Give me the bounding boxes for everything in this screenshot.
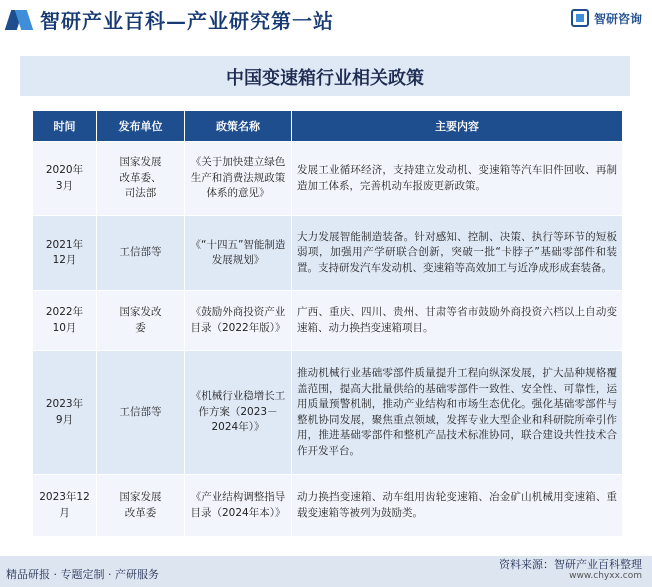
footer-bar xyxy=(0,556,652,587)
cell-time: 2023年12 月 xyxy=(33,475,97,537)
table-row xyxy=(33,216,623,291)
cell-dept: 国家发改 委 xyxy=(97,291,185,351)
cell-dept: 国家发展 改革委 xyxy=(97,475,185,537)
footer-services: 精品研报 · 专题定制 · 产研服务 xyxy=(6,568,159,581)
cell-content: 发展工业循环经济，支持建立发动机、变速箱等汽车旧件回收、再制造加工体系，完善机动车报废更新政策。 xyxy=(292,142,623,216)
brand-right xyxy=(571,9,642,27)
brand-title: 智研产业百科—产业研究第一站 xyxy=(40,9,334,33)
cell-content: 广西、重庆、四川、贵州、甘肃等省市鼓励外商投资六档以上自动变速箱、动力换挡变速箱项目。 xyxy=(292,291,623,351)
consulting-logo-icon xyxy=(571,9,589,27)
column-header-dept: 发布单位 xyxy=(97,111,185,142)
top-bar xyxy=(0,0,652,40)
brand-left xyxy=(6,5,334,34)
table-title-band xyxy=(20,56,630,96)
cell-policy-name: 《关于加快建立绿色生产和消费法规政策体系的意见》 xyxy=(185,142,292,216)
cell-content: 推动机械行业基础零部件质量提升工程向纵深发展，扩大品种规格覆盖范围，提高大批量供给的基础零部件一致性、安全性、可靠性，运用质量预警机制，推动产业结构和市场生态优化。强化基础零部件与整机协同发展，聚焦重点领域，发挥专业大型企业和科研院所牵引作用，推进基础零部件和整机产品技术标准协同，联合建设共性技术合作开发平台。 xyxy=(292,351,623,475)
cell-content: 大力发展智能制造装备。针对感知、控制、决策、执行等环节的短板弱项，加强用产学研联合创新，突破一批“卡脖子”基础零部件和装置。支持研发汽车发动机、变速箱等高效加工与近净成形成套装备。 xyxy=(292,216,623,291)
cell-content: 动力换挡变速箱、动车组用齿轮变速箱、冶金矿山机械用变速箱、重载变速箱等被列为鼓励类。 xyxy=(292,475,623,537)
cell-time: 2023年 9月 xyxy=(33,351,97,475)
column-header-content: 主要内容 xyxy=(292,111,623,142)
table-row xyxy=(33,351,623,475)
brand-logo-icon xyxy=(6,7,32,33)
cell-policy-name: 《机械行业稳增长工作方案（2023－2024年）》 xyxy=(185,351,292,475)
table-row xyxy=(33,142,623,216)
cell-policy-name: 《鼓励外商投资产业目录（2022年版）》 xyxy=(185,291,292,351)
cell-policy-name: 《产业结构调整指导目录（2024年本）》 xyxy=(185,475,292,537)
cell-time: 2021年 12月 xyxy=(33,216,97,291)
cell-dept: 工信部等 xyxy=(97,351,185,475)
table-title: 中国变速箱行业相关政策 xyxy=(226,68,424,89)
table-row xyxy=(33,475,623,537)
cell-time: 2020年 3月 xyxy=(33,142,97,216)
footer-url: www.chyxx.com xyxy=(569,571,642,581)
column-header-time: 时间 xyxy=(33,111,97,142)
cell-dept: 国家发展 改革委、 司法部 xyxy=(97,142,185,216)
table-header-row xyxy=(33,111,623,142)
cell-policy-name: 《“十四五”智能制造发展规划》 xyxy=(185,216,292,291)
footer-source: 资料来源：智研产业百科整理 xyxy=(499,558,642,571)
policy-table xyxy=(32,110,623,537)
table-row xyxy=(33,291,623,351)
cell-dept: 工信部等 xyxy=(97,216,185,291)
cell-time: 2022年 10月 xyxy=(33,291,97,351)
column-header-policy-name: 政策名称 xyxy=(185,111,292,142)
consulting-logo-text: 智研咨询 xyxy=(593,11,642,26)
